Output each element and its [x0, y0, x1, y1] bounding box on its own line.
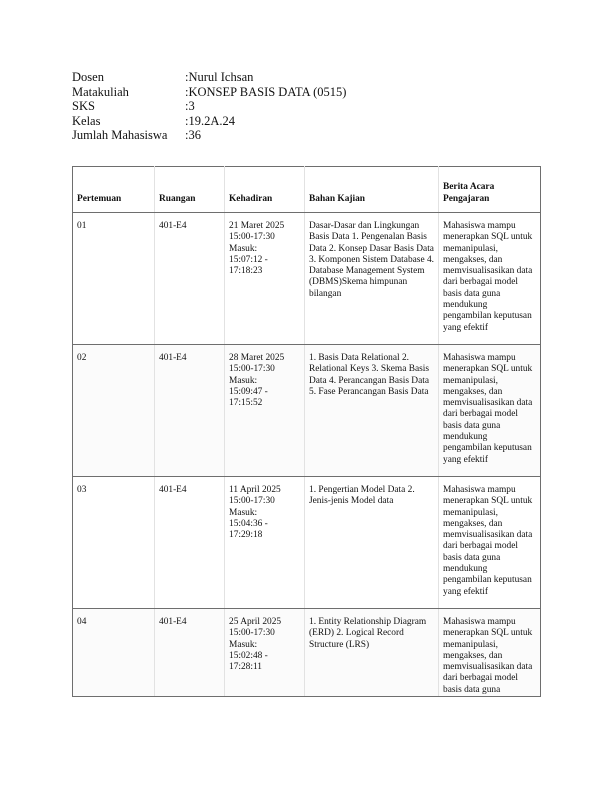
cell-ruangan: 401-E4: [155, 213, 225, 345]
cell-bahan-kajian: Dasar-Dasar dan Lingkungan Basis Data 1. Pengenalan Basis Data 2. Konsep Dasar Basis Data 3. Komponen Sistem Database 4. Database Management System (DBMS)Skema himpunan bilangan: [305, 213, 439, 345]
info-value: :19.2A.24: [185, 113, 235, 128]
info-label: Jumlah Mahasiswa: [72, 128, 168, 143]
table-row: [73, 477, 541, 609]
course-info: [72, 70, 346, 143]
cell-ruangan: 401-E4: [155, 345, 225, 477]
cell-pertemuan: 04: [73, 609, 155, 697]
info-label: Dosen: [72, 70, 104, 84]
table-row: [73, 345, 541, 477]
info-row-jumlah-mahasiswa: [72, 128, 346, 143]
table-row: [73, 609, 541, 697]
cell-bahan-kajian: 1. Pengertian Model Data 2. Jenis-jenis Model data: [305, 477, 439, 609]
header-ruangan: Ruangan: [155, 167, 225, 213]
info-value: :KONSEP BASIS DATA (0515): [185, 84, 347, 99]
info-value: :36: [185, 128, 201, 143]
header-pertemuan: Pertemuan: [73, 167, 155, 213]
cell-kehadiran: 11 April 2025 15:00-17:30 Masuk: 15:04:36 - 17:29:18: [225, 477, 305, 609]
cell-kehadiran: 25 April 2025 15:00-17:30 Masuk: 15:02:48 - 17:28:11: [225, 609, 305, 697]
header-kehadiran: Kehadiran: [225, 167, 305, 213]
cell-pertemuan: 03: [73, 477, 155, 609]
info-row-kelas: [72, 114, 346, 129]
table-header-row: [73, 167, 541, 213]
info-row-matakuliah: [72, 85, 346, 100]
cell-berita-acara: Mahasiswa mampu menerapkan SQL untuk memanipulasi, mengakses, dan memvisualisasikan data dari berbagai model basis data guna mendukung pengambilan keputusan yang efektif: [439, 477, 541, 609]
info-label: SKS: [72, 99, 95, 114]
cell-berita-acara: Mahasiswa mampu menerapkan SQL untuk memanipulasi, mengakses, dan memvisualisasikan data dari berbagai model basis data guna mendukung pengambilan keputusan yang efektif: [439, 213, 541, 345]
cell-berita-acara: Mahasiswa mampu menerapkan SQL untuk memanipulasi, mengakses, dan memvisualisasikan data dari berbagai model basis data guna mendukung pengambilan keputusan yang efektif: [439, 345, 541, 477]
info-row-sks: [72, 99, 346, 114]
info-row-dosen: [72, 70, 346, 85]
cell-ruangan: 401-E4: [155, 609, 225, 697]
cell-pertemuan: 02: [73, 345, 155, 477]
cell-kehadiran: 28 Maret 2025 15:00-17:30 Masuk: 15:09:47 - 17:15:52: [225, 345, 305, 477]
cell-ruangan: 401-E4: [155, 477, 225, 609]
info-label: Matakuliah: [72, 84, 129, 99]
cell-kehadiran: 21 Maret 2025 15:00-17:30 Masuk: 15:07:12 - 17:18:23: [225, 213, 305, 345]
cell-pertemuan: 01: [73, 213, 155, 345]
cell-bahan-kajian: 1. Basis Data Relational 2. Relational Keys 3. Skema Basis Data 4. Perancangan Basis Data 5. Fase Perancangan Basis Data: [305, 345, 439, 477]
cell-berita-acara: Mahasiswa mampu menerapkan SQL untuk memanipulasi, mengakses, dan memvisualisasikan data dari berbagai model basis data guna: [439, 609, 541, 697]
table-row: [73, 213, 541, 345]
info-value: :3: [185, 99, 195, 114]
attendance-table: [72, 166, 541, 697]
header-bahan-kajian: Bahan Kajian: [305, 167, 439, 213]
info-value: :Nurul Ichsan: [185, 70, 254, 84]
info-label: Kelas: [72, 113, 101, 128]
cell-bahan-kajian: 1. Entity Relationship Diagram (ERD) 2. Logical Record Structure (LRS): [305, 609, 439, 697]
header-berita-acara: Berita Acara Pengajaran: [439, 167, 541, 213]
